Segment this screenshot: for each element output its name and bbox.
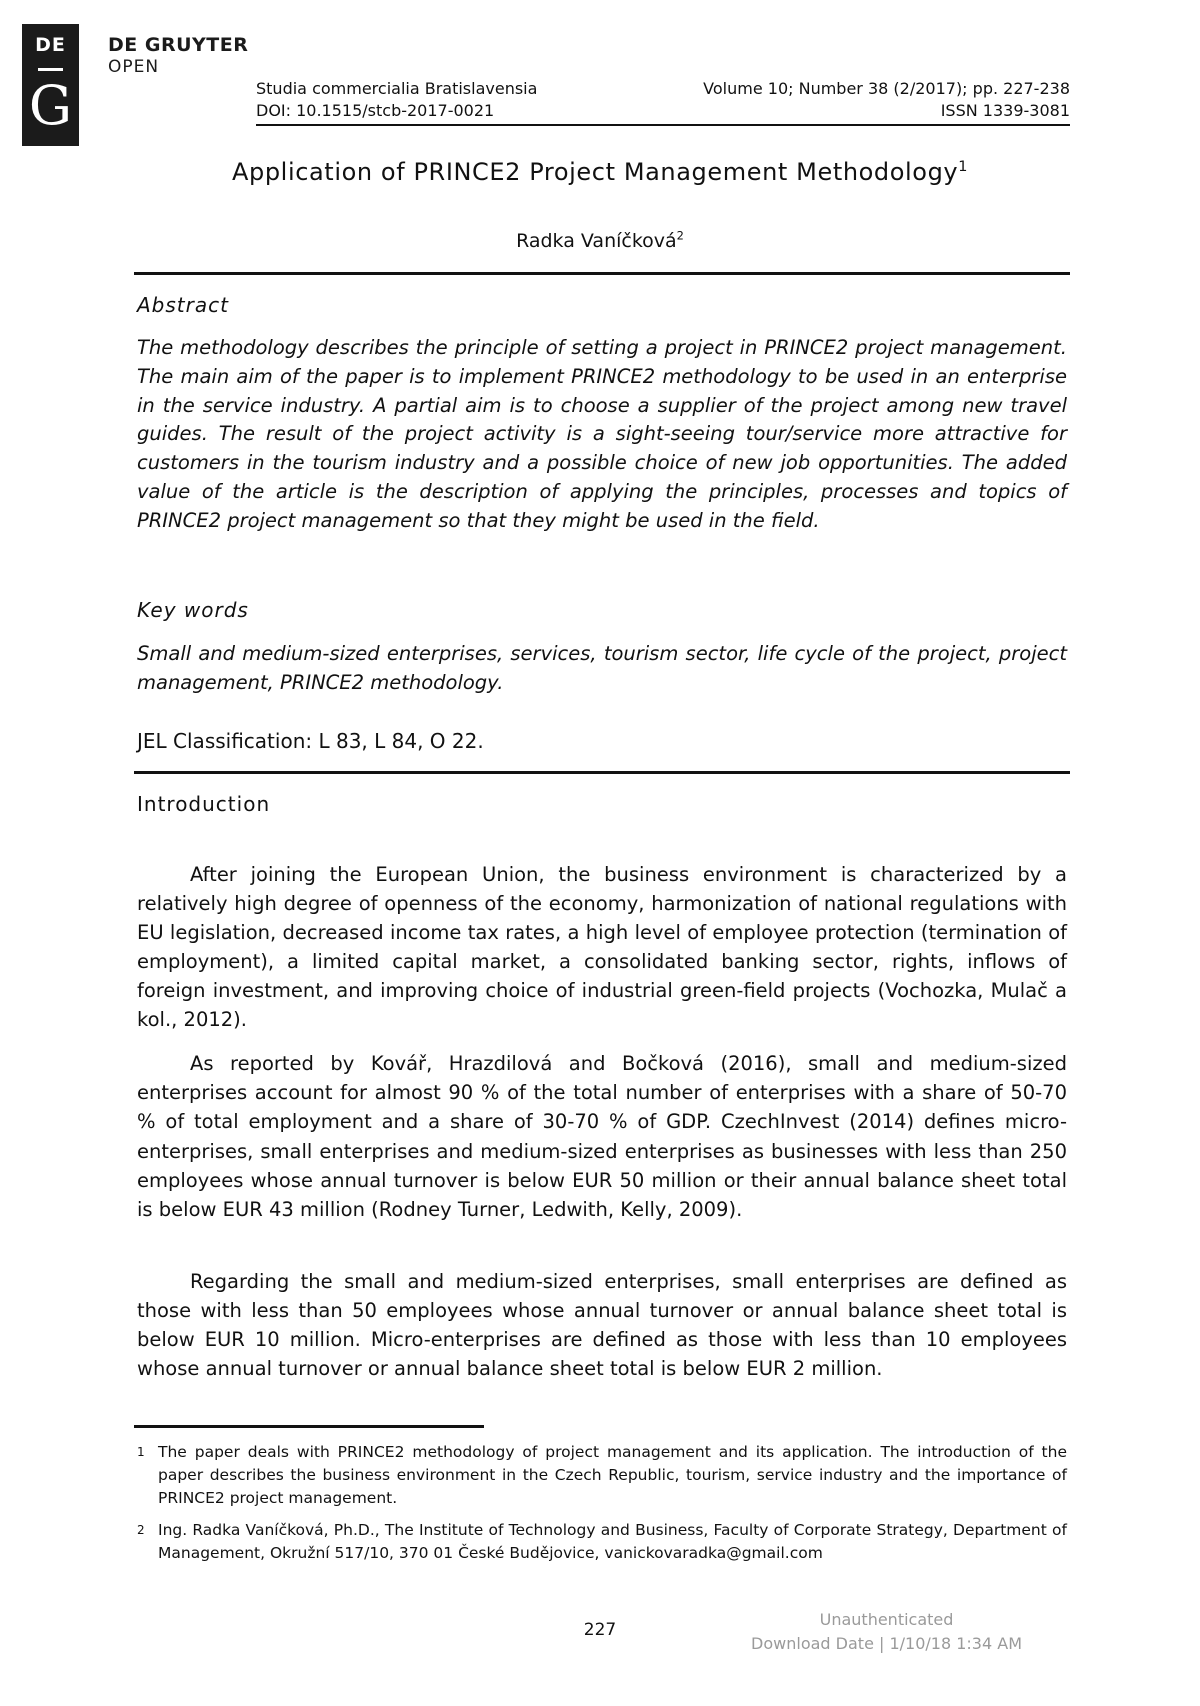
intro-paragraph: Regarding the small and medium-sized enterprises, small enterprises are defined as those with less than 50 employees whose annual turnover or annual balance sheet total is below EUR 10 million. Micro-enterprises are defined as those with less than 10 employees whose annual turnover or annual balance sheet total is below EUR 2 million. (137, 1270, 1067, 1380)
abstract-top-rule (134, 272, 1070, 275)
introduction-top-rule (134, 771, 1070, 774)
keywords-heading: Key words (137, 598, 249, 622)
keywords-text: Small and medium-sized enterprises, services, tourism sector, life cycle of the project, project management, PRINCE2 methodology. (137, 642, 1067, 694)
jel-label: JEL Classification: (137, 729, 313, 753)
volume-info: Volume 10; Number 38 (2/2017); pp. 227-238 (703, 79, 1070, 98)
introduction-heading: Introduction (137, 792, 271, 816)
publisher-subname: OPEN (108, 57, 160, 77)
download-watermark (751, 1608, 1022, 1656)
watermark-line: Unauthenticated (819, 1610, 954, 1629)
footnote-text: The paper deals with PRINCE2 methodology of project management and its application. The introduction of the paper describes the business environment in the Czech Republic, tourism, service industry and the importance of PRINCE2 project management. (158, 1443, 1067, 1507)
author-name: Radka Vaníčková (516, 230, 677, 252)
footnote-rule (134, 1425, 484, 1428)
publisher-logo (22, 24, 79, 146)
logo-g-text: G (28, 74, 73, 137)
footnote-text: Ing. Radka Vaníčková, Ph.D., The Institute of Technology and Business, Faculty of Corporate Strategy, Department of Management, Okružní 517/10, 370 01 České Budějovice, vanickovaradka@gmail.com (158, 1521, 1067, 1562)
author (0, 230, 1200, 252)
paper-title (0, 158, 1200, 186)
abstract-text: The methodology describes the principle of setting a project in PRINCE2 project management. The main aim of the paper is to implement PRINCE2 methodology to be used in an enterprise in the service industry. A partial aim is to choose a supplier of the project among new travel guides. The result of the project activity is a sight-seeing tour/service more attractive for customers in the tourism industry and a possible choice of new job opportunities. The added value of the article is the description of applying the principles, processes and topics of PRINCE2 project management so that they might be used in the field. (137, 336, 1067, 532)
doi: DOI: 10.1515/stcb-2017-0021 (256, 101, 495, 120)
intro-paragraph: As reported by Kovář, Hrazdilová and Bočková (2016), small and medium-sized enterprises account for almost 90 % of the total number of enterprises with a share of 50-70 % of total employment and a share of 30-70 % of GDP. CzechInvest (2014) defines micro-enterprises, small enterprises and medium-sized enterprises as businesses with less than 250 employees whose annual turnover is below EUR 50 million or their annual balance sheet total is below EUR 43 million (Rodney Turner, Ledwith, Kelly, 2009). (137, 1052, 1067, 1222)
watermark-line: Download Date | 1/10/18 1:34 AM (751, 1634, 1022, 1653)
footnote-mark: 1 (137, 1445, 145, 1459)
footnote (137, 1519, 1067, 1565)
paper-title-text: Application of PRINCE2 Project Management Methodology (231, 158, 959, 186)
footnote-mark: 2 (137, 1523, 145, 1537)
running-header-right (703, 78, 1070, 122)
logo-divider (38, 68, 63, 71)
issn: ISSN 1339-3081 (940, 101, 1070, 120)
footnote (137, 1441, 1067, 1510)
page-number: 227 (583, 1620, 617, 1640)
abstract-heading: Abstract (137, 293, 229, 317)
title-footnote-mark: 1 (958, 159, 968, 175)
logo-de-text: DE (35, 34, 66, 56)
running-header-left (256, 78, 537, 122)
jel-classification (137, 729, 484, 753)
author-footnote-mark: 2 (676, 228, 684, 243)
journal-name: Studia commercialia Bratislavensia (256, 79, 538, 98)
header-rule (256, 124, 1070, 126)
publisher-name: DE GRUYTER (108, 34, 249, 56)
intro-paragraph: After joining the European Union, the business environment is characterized by a relatively high degree of openness of the economy, harmonization of national regulations with EU legislation, decreased income tax rates, a high level of employee protection (termination of employment), a limited capital market, a consolidated banking sector, rights, inflows of foreign investment, and improving choice of industrial green-field projects (Vochozka, Mulač a kol., 2012). (137, 863, 1067, 1031)
jel-codes: L 83, L 84, O 22. (318, 729, 484, 753)
